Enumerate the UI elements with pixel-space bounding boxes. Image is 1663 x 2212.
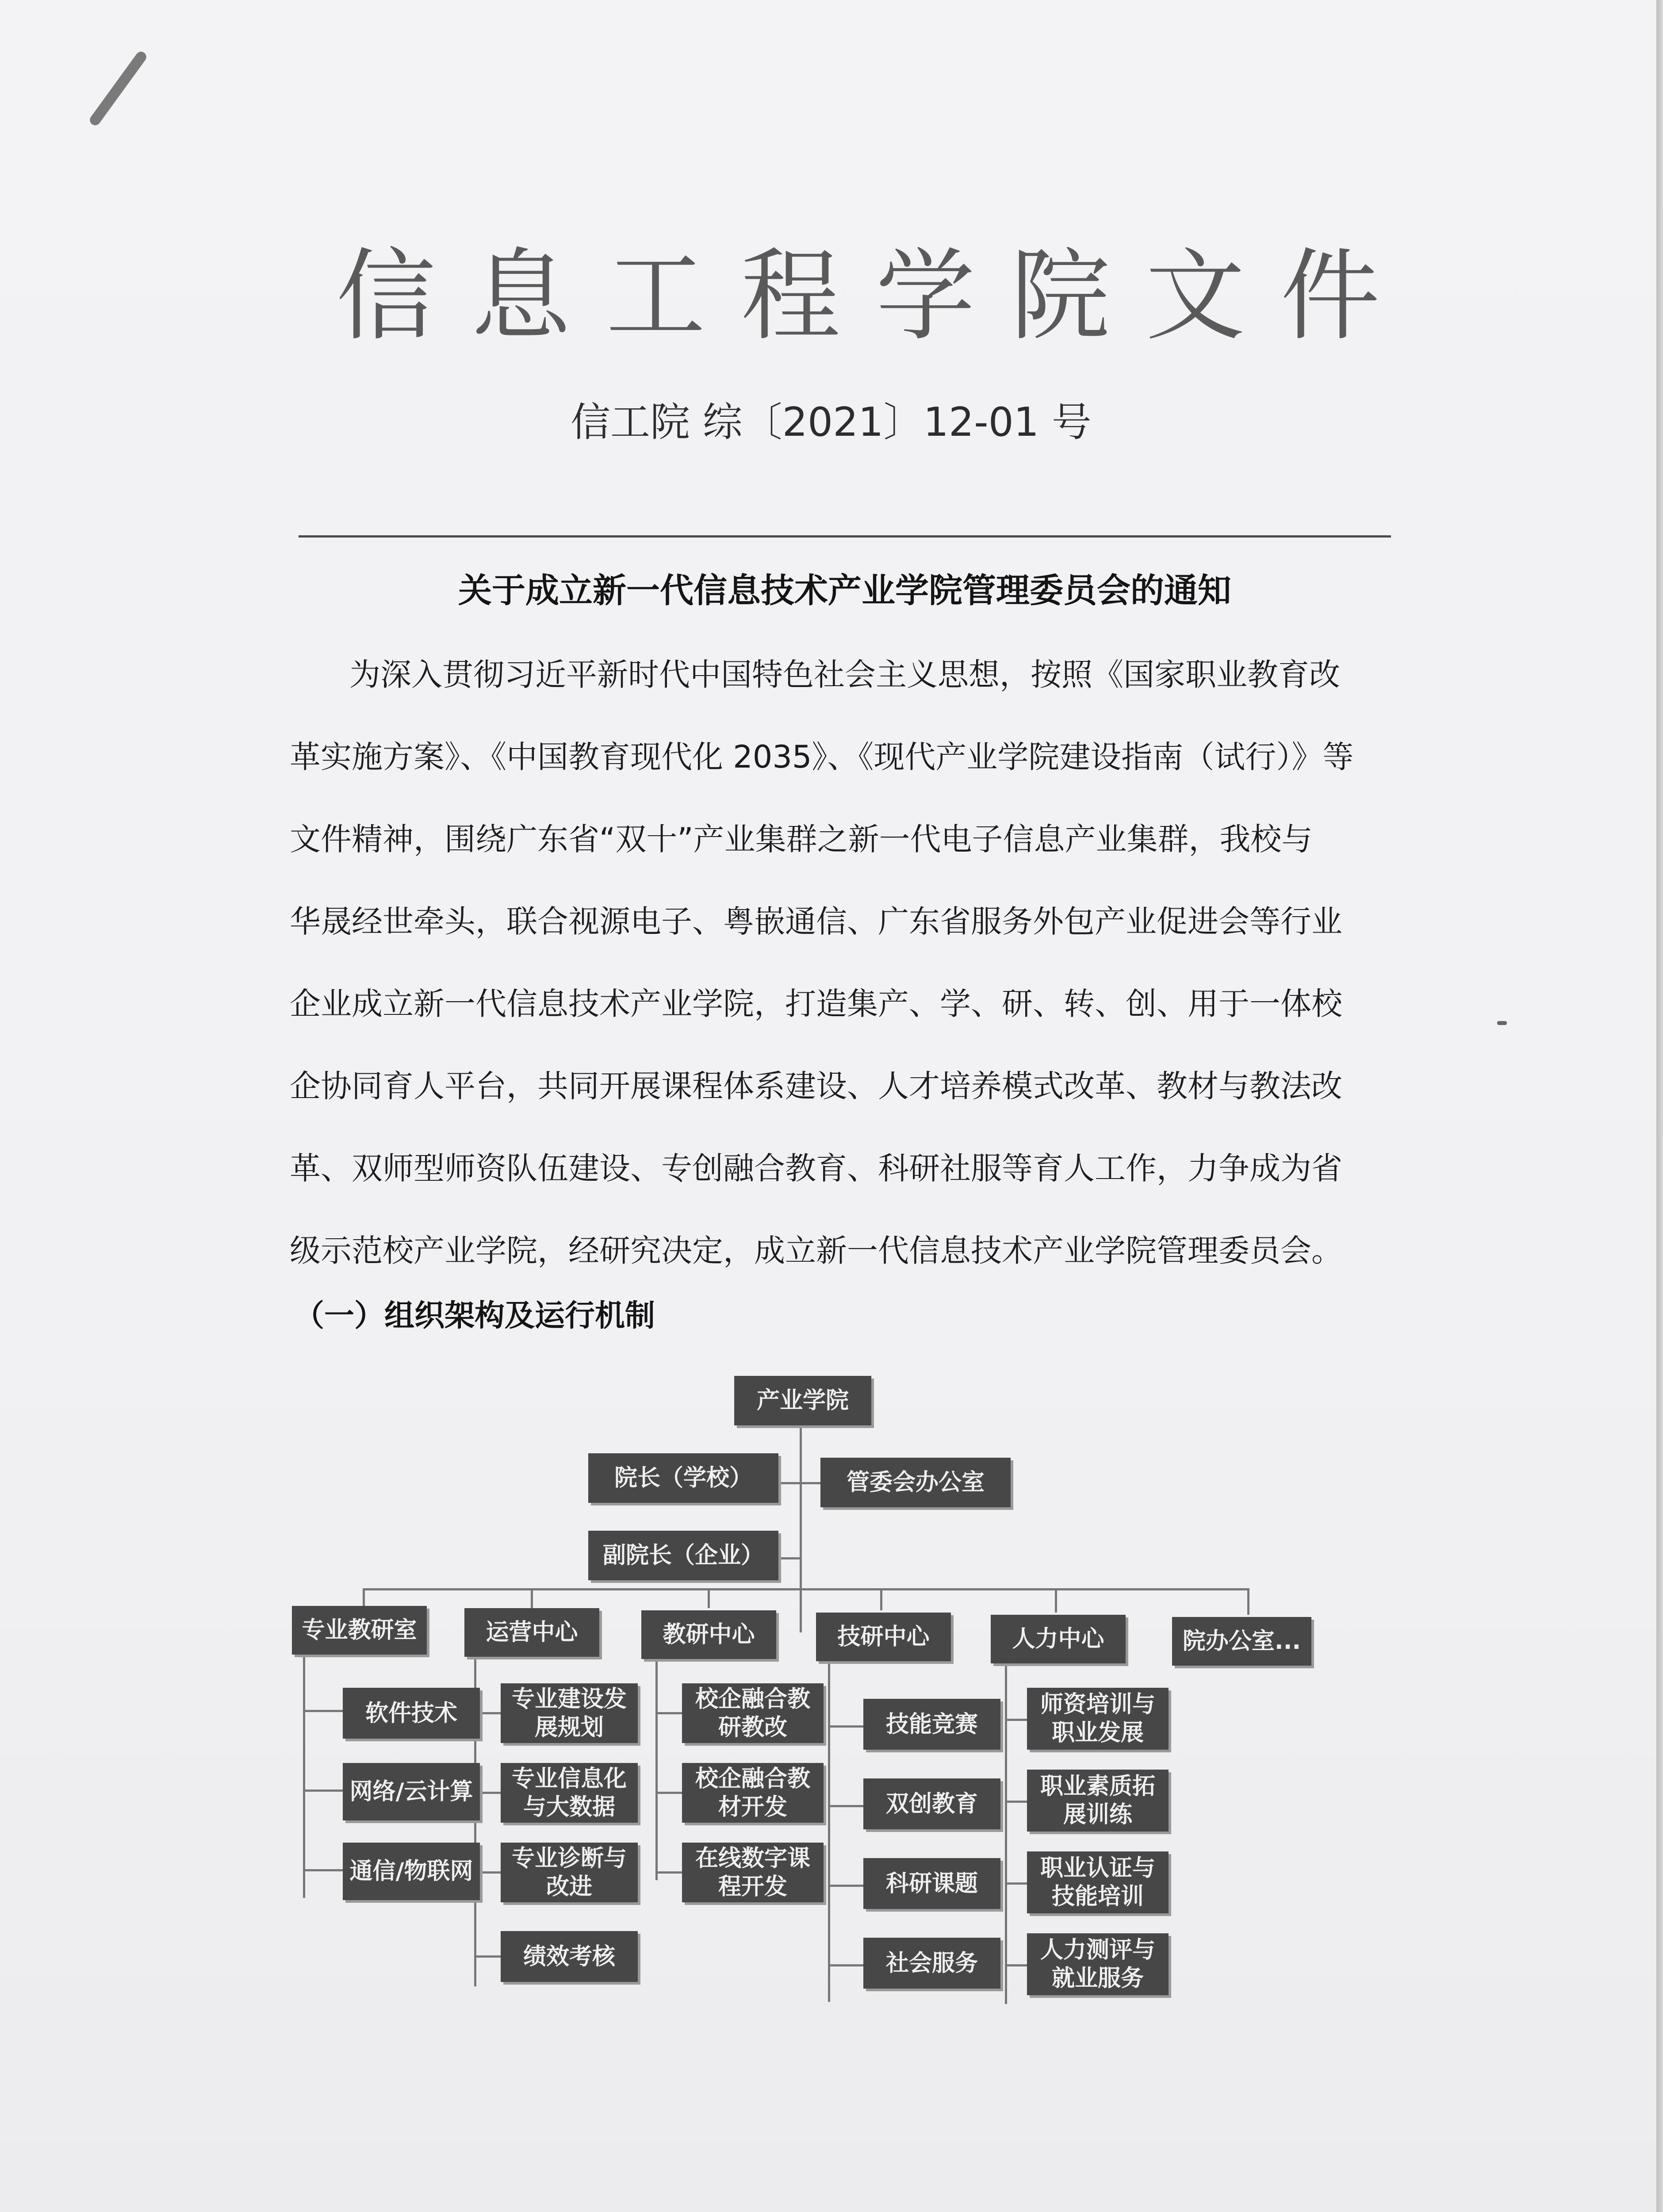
- ink-dot: [1497, 1021, 1507, 1025]
- subunit-box: 社会服务: [863, 1938, 1000, 1989]
- stub-line: [655, 1871, 682, 1874]
- subunit-box: 科研课题: [863, 1858, 1000, 1909]
- body-line-2: 革实施方案》、《中国教育现代化 2035》、《现代产业学院建设指南（试行）》等: [290, 739, 1354, 775]
- subunit-box: 专业建设发展规划: [501, 1683, 638, 1743]
- drop-line: [708, 1588, 710, 1608]
- body-line-5: 企业成立新一代信息技术产业学院，打造集产、学、研、转、创、用于一体校: [290, 986, 1342, 1022]
- trunk-line: [800, 1425, 802, 1632]
- subunit-box: 校企融合教研教改: [682, 1683, 824, 1743]
- stub-line: [828, 1805, 863, 1807]
- drop-line: [363, 1588, 365, 1606]
- department-box: 技研中心: [816, 1613, 951, 1661]
- body-line-6: 企协同育人平台，共同开展课程体系建设、人才培养模式改革、教材与教法改: [290, 1068, 1342, 1104]
- subunit-box: 人力测评与就业服务: [1027, 1933, 1169, 1995]
- department-box: 教研中心: [641, 1610, 776, 1659]
- section-heading: （一）组织架构及运行机制: [294, 1298, 655, 1333]
- stub-line: [1005, 1801, 1027, 1803]
- stub-line: [655, 1792, 682, 1794]
- subunit-box: 职业素质拓展训练: [1027, 1770, 1169, 1832]
- subunit-box: 职业认证与技能培训: [1027, 1851, 1169, 1913]
- subunit-box: 绩效考核: [501, 1931, 638, 1982]
- stub-line: [1005, 1964, 1027, 1966]
- subunit-box: 通信/物联网: [343, 1843, 480, 1900]
- drop-line: [531, 1588, 533, 1608]
- stub-line: [303, 1790, 343, 1792]
- vice-dean-box: 副院长（企业）: [588, 1531, 778, 1580]
- notice-title: 关于成立新一代信息技术产业学院管理委员会的通知: [458, 571, 1231, 610]
- body-line-4: 华晟经世牵头，联合视源电子、粤嵌通信、广东省服务外包产业促进会等行业: [290, 903, 1342, 940]
- drop-line: [1055, 1588, 1057, 1613]
- stub-line: [828, 1964, 863, 1966]
- subunit-box: 技能竞赛: [863, 1699, 1000, 1750]
- department-box: 院办公室...: [1172, 1617, 1311, 1666]
- header-divider: [299, 535, 1391, 538]
- stub-line: [655, 1712, 682, 1714]
- page-edge-shadow: [1656, 0, 1663, 2212]
- department-box: 人力中心: [991, 1615, 1126, 1663]
- issuing-organization-title: 信息工程学院文件: [336, 238, 1415, 354]
- spine-line: [828, 1644, 830, 2002]
- org-chart: [283, 1363, 1336, 2013]
- spine-line: [655, 1639, 658, 1880]
- stub-line: [474, 1955, 501, 1958]
- committee-office-box: 管委会办公室: [820, 1458, 1011, 1507]
- spine-line: [1005, 1646, 1007, 2004]
- subunit-box: 专业诊断与改进: [501, 1843, 638, 1902]
- subunit-box: 软件技术: [343, 1688, 480, 1739]
- department-box: 专业教研室: [292, 1606, 427, 1655]
- pen-mark: [88, 50, 149, 127]
- org-root-box: 产业学院: [734, 1376, 871, 1425]
- subunit-box: 网络/云计算: [343, 1763, 480, 1820]
- subunit-box: 在线数字课程开发: [682, 1843, 824, 1902]
- department-bus-line: [363, 1588, 1247, 1590]
- document-number: 信工院 综〔2021〕12-01 号: [571, 399, 1092, 445]
- subunit-box: 专业信息化与大数据: [501, 1763, 638, 1823]
- stub-line: [1005, 1719, 1027, 1721]
- subunit-box: 双创教育: [863, 1778, 1000, 1829]
- spine-line: [303, 1637, 305, 1898]
- dean-box: 院长（学校）: [588, 1453, 778, 1503]
- drop-line: [880, 1588, 882, 1610]
- stub-line: [828, 1725, 863, 1728]
- body-line-7: 革、双师型师资队伍建设、专创融合教育、科研社服等育人工作，力争成为省: [290, 1150, 1342, 1187]
- subunit-box: 校企融合教材开发: [682, 1763, 824, 1823]
- body-line-1: 为深入贯彻习近平新时代中国特色社会主义思想，按照《国家职业教育改: [349, 657, 1340, 693]
- body-line-3: 文件精神，围绕广东省“双十”产业集群之新一代电子信息产业集群，我校与: [290, 821, 1313, 857]
- stub-line: [303, 1710, 343, 1712]
- stub-line: [303, 1869, 343, 1871]
- stub-line: [828, 1885, 863, 1887]
- stub-line: [1005, 1882, 1027, 1885]
- subunit-box: 师资培训与职业发展: [1027, 1688, 1169, 1750]
- department-box: 运营中心: [464, 1608, 599, 1657]
- drop-line: [1247, 1588, 1249, 1615]
- body-line-8: 级示范校产业学院，经研究决定，成立新一代信息技术产业学院管理委员会。: [290, 1233, 1342, 1269]
